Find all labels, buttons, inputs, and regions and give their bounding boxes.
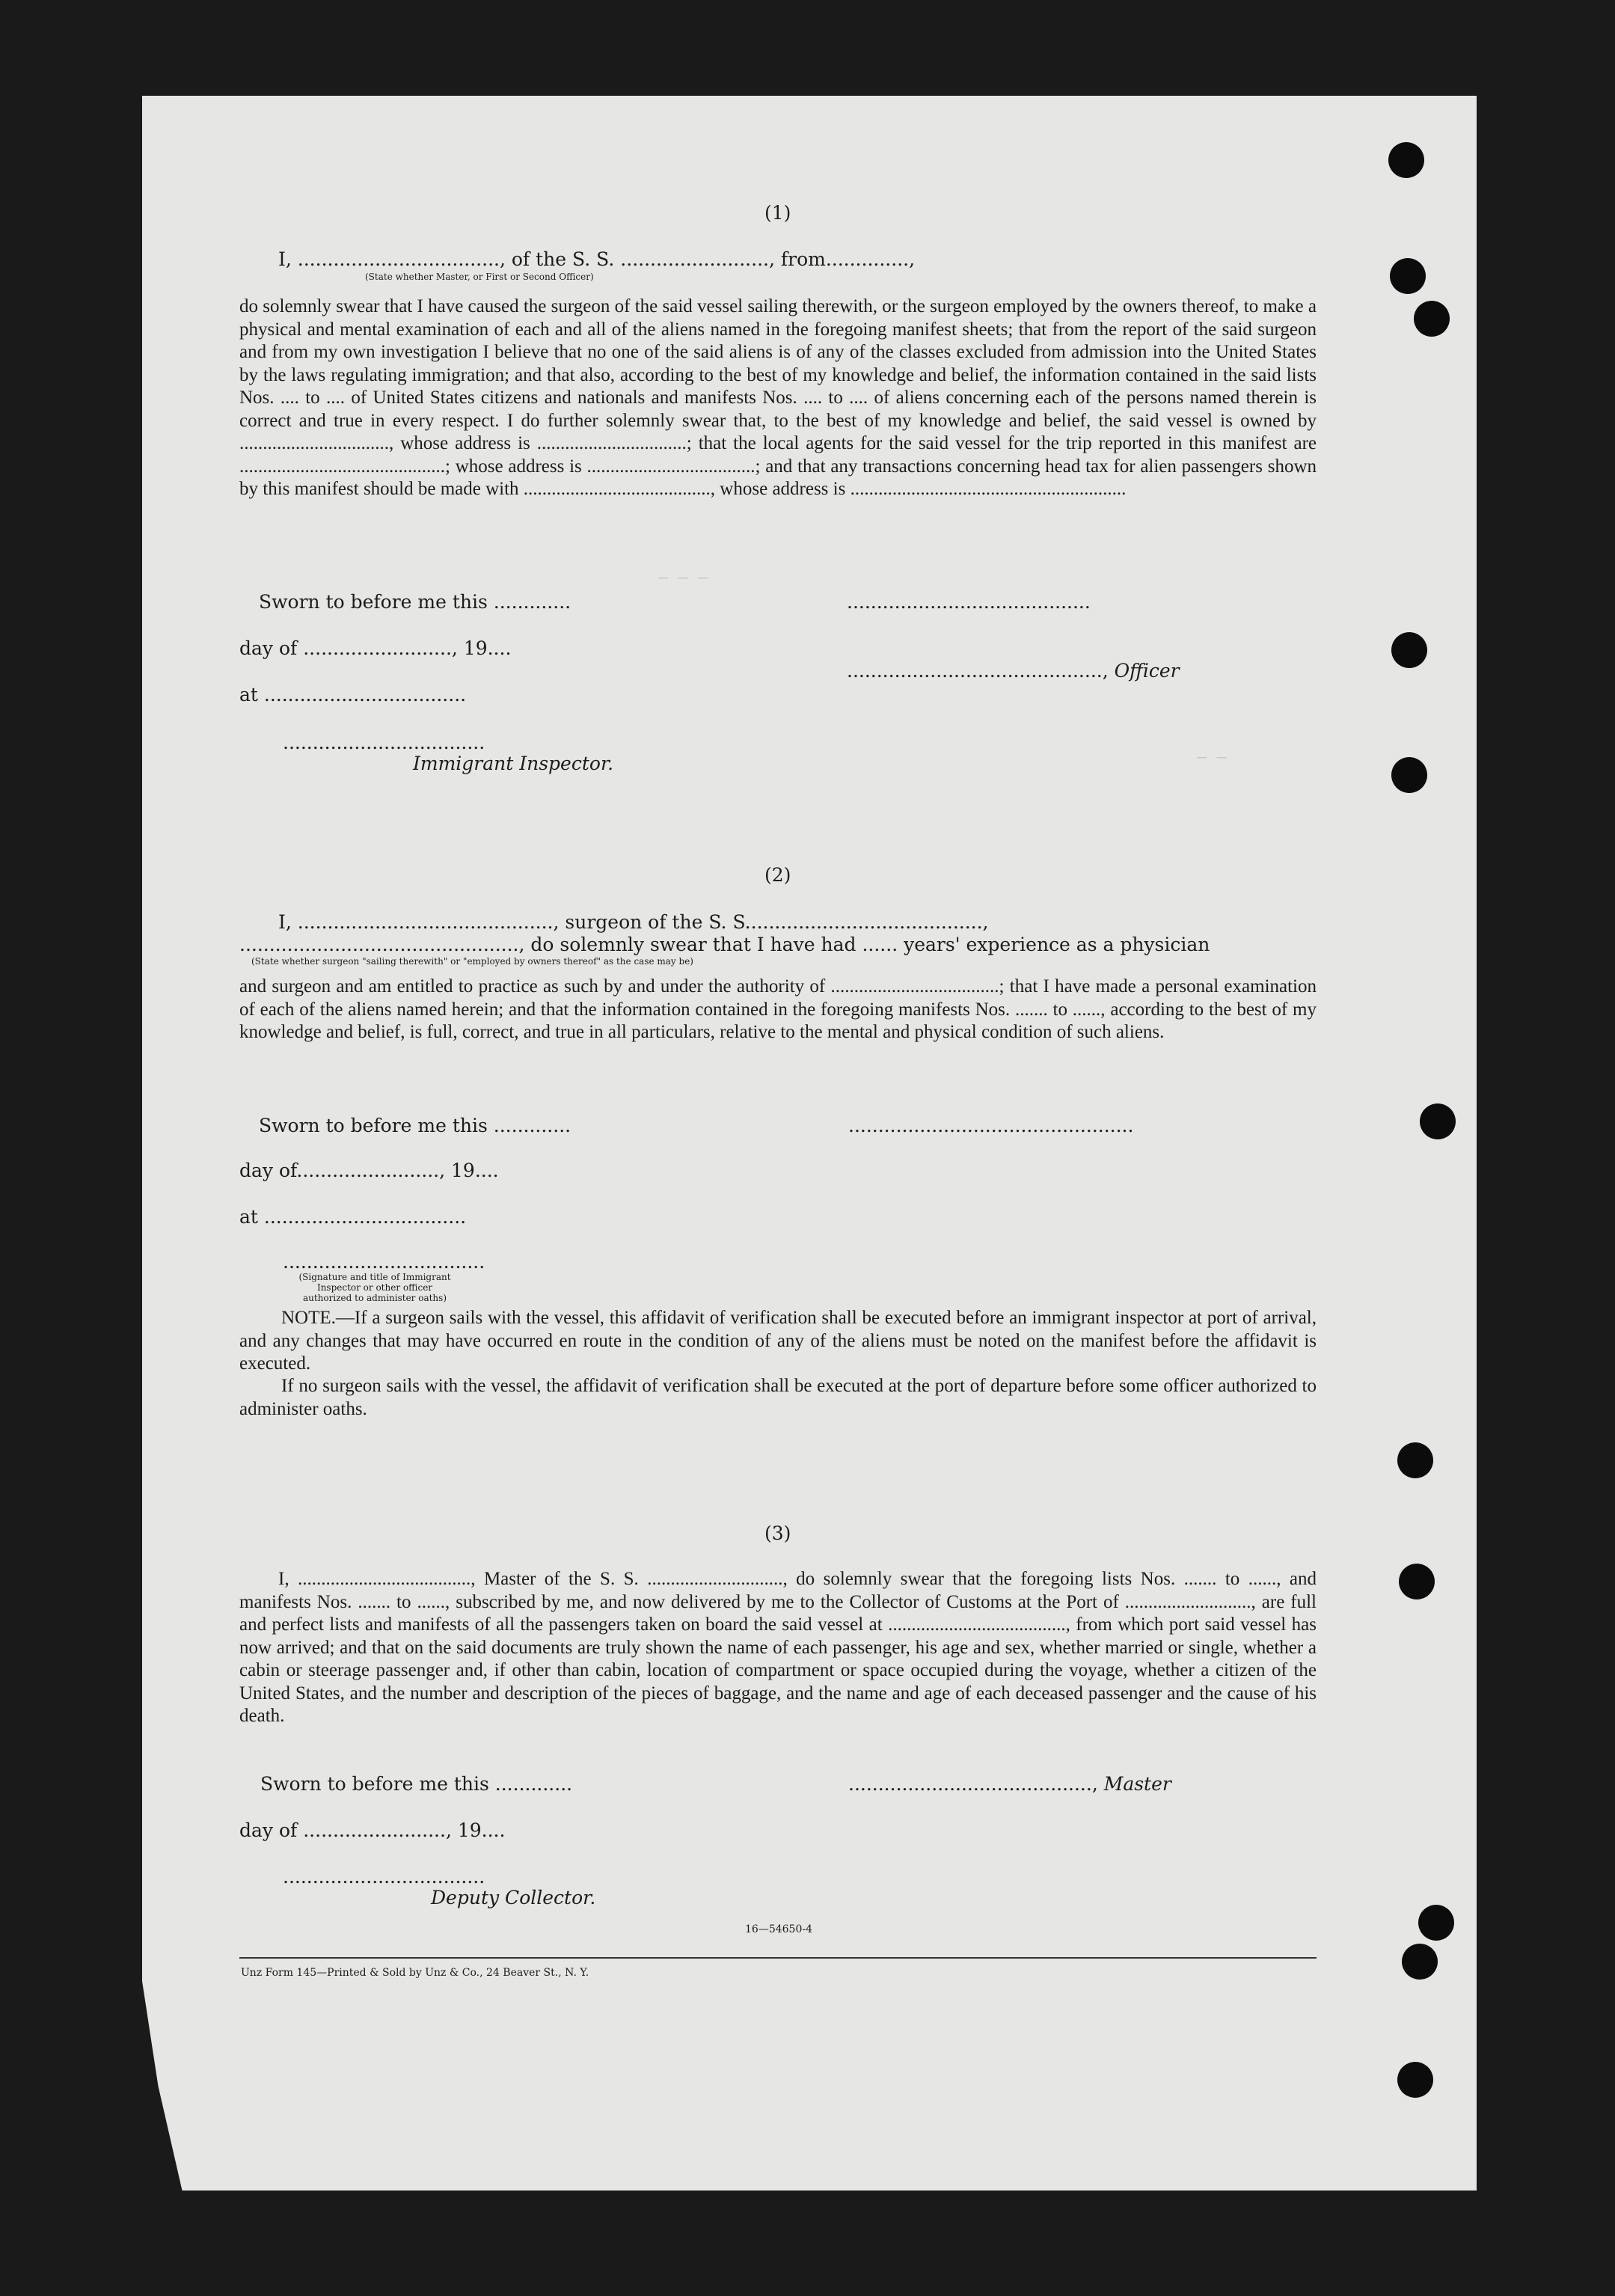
note-paragraph-2: If no surgeon sails with the vessel, the affidavit of verification shall be executed at the port of departure before some officer authorized to administer oaths. <box>239 1376 1317 1419</box>
signature-line: ................................................ <box>848 1115 1134 1136</box>
sworn-line: Sworn to before me this ............. <box>260 1773 573 1795</box>
blank: ..........................................., <box>847 660 1109 682</box>
pronoun: I, <box>278 911 292 933</box>
of-ss-label: , of the S. S. <box>499 248 615 270</box>
punch-hole <box>1391 757 1427 793</box>
punch-hole <box>1402 1944 1438 1980</box>
section-2-line-2 <box>239 934 1210 956</box>
punch-hole <box>1414 301 1450 337</box>
oath-text: , do solemnly swear that I have had ...... years' experience as a physician <box>518 934 1210 955</box>
at-line: at .................................. <box>239 1206 467 1228</box>
officer-label: Officer <box>1114 660 1180 682</box>
section-3-number: (3) <box>764 1522 791 1544</box>
punch-hole <box>1397 1442 1433 1478</box>
blank: ......................... <box>620 248 769 270</box>
blank: ......................................., <box>750 911 989 933</box>
officer-line <box>847 660 1180 682</box>
bleed-through-text: — — — <box>658 569 708 587</box>
blank: ........................................., <box>848 1773 1098 1795</box>
at-line: at .................................. <box>239 684 467 705</box>
deputy-collector-label: Deputy Collector. <box>431 1887 596 1908</box>
sworn-line: Sworn to before me this ............. <box>259 591 571 613</box>
punch-hole <box>1391 632 1427 668</box>
from-label: , from <box>768 248 826 270</box>
punch-hole <box>1399 1564 1435 1599</box>
section-3-paragraph: I, ....................................., Master of the S. S. ............................., do solemnly swear that the foregoing lists Nos. ....... to ......, and manifests Nos. ....... to ......, subscribed by me, and now delivered by me to the Collector of Customs at the Port of ..........................., are full and perfect lists and manifests of all the passengers taken on board the said vessel at ......................................, from which port said vessel has now arrived; and that on the said documents are truly shown the name of each passenger, his age and sex, whether married or single, whether a cabin or steerage passenger and, if other than cabin, location of compartment or space occupied during the voyage, whether a citizen of the United States, and the number and description of the pieces of baggage, and the name and age of each deceased passenger and the cause of his death. <box>239 1569 1317 1726</box>
sworn-line: Sworn to before me this ............. <box>259 1115 571 1136</box>
punch-hole <box>1418 1905 1454 1941</box>
blank: .............., <box>825 248 916 270</box>
day-line: day of ........................., 19.... <box>239 637 512 659</box>
signature-line: .................................. <box>283 1866 485 1888</box>
officer-note: (State whether Master, or First or Second Officer) <box>365 272 594 282</box>
form-number: 16—54650-4 <box>745 1923 812 1935</box>
punch-hole <box>1388 142 1424 178</box>
section-1-paragraph: do solemnly swear that I have caused the surgeon of the said vessel sailing therewith, or the surgeon employed by the owners thereof, to make a physical and mental examination of each and all of the aliens named in the foregoing manifest sheets; that from the report of the said surgeon and from my own investigation I believe that no one of the said aliens is of any of the classes excluded from admission into the United States by the laws regulating immigration; and that also, according to the best of my knowledge and belief, the information contained in the said lists Nos. .... to .... of United States citizens and nationals and manifests Nos. .... to .... of aliens concerning each of the persons named therein is correct and true in every respect. I do further solemnly swear that, to the best of my knowledge and belief, the said vessel is owned by ................................, whose address is ................................; that the local agents for the said vessel for the trip reported in this manifest are ............................................; whose address is ....................................; and that any transactions concerning head tax for alien passengers shown by this manifest should be made with ........................................, whose address is ........................................................... <box>239 296 1317 499</box>
day-line: day of ........................, 19.... <box>239 1819 506 1841</box>
master-line <box>848 1773 1171 1796</box>
surgeon-note: (State whether surgeon "sailing therewith" or "employed by owners thereof" as the case may be) <box>251 956 693 967</box>
blank: ........................................... <box>297 911 554 933</box>
section-1-line <box>278 248 915 271</box>
footer-rule <box>239 1957 1317 1959</box>
master-label: Master <box>1103 1773 1171 1795</box>
signature-note: (Signature and title of Immigrant Inspector or other officer authorized to administer oaths) <box>298 1272 451 1303</box>
signature-line: .................................. <box>283 1251 485 1273</box>
blank: .................................. <box>297 248 500 270</box>
surgeon-label: , surgeon of the S. S. <box>553 911 751 933</box>
signature-line: .................................. <box>283 732 485 753</box>
note-paragraph-1: NOTE.—If a surgeon sails with the vessel, this affidavit of verification shall be executed before an immigrant inspector at port of arrival, and any changes that may have occurred en route in the condition of any of the aliens must be noted on the manifest before the affidavit is executed. <box>239 1308 1317 1374</box>
printer-footer: Unz Form 145—Printed & Sold by Unz & Co., 24 Beaver St., N. Y. <box>241 1967 589 1979</box>
section-2-paragraph: and surgeon and am entitled to practice as such by and under the authority of ....................................; that I have made a personal examination of each of the aliens named herein; and that the information contained in the foregoing manifests Nos. ....... to ......, according to the best of my knowledge and belief, is full, correct, and true in all particulars, relative to the mental and physical condition of such aliens. <box>239 976 1317 1042</box>
punch-hole <box>1390 258 1426 294</box>
bleed-through-text: — — <box>1197 748 1227 767</box>
blank: ............................................... <box>239 934 519 955</box>
signature-line: ......................................... <box>847 591 1091 613</box>
section-2-line-1 <box>278 911 989 934</box>
section-1-number: (1) <box>764 202 791 224</box>
immigrant-inspector-label: Immigrant Inspector. <box>413 753 614 774</box>
day-line: day of........................, 19.... <box>239 1160 499 1181</box>
punch-hole <box>1420 1103 1456 1139</box>
pronoun: I, <box>278 248 292 270</box>
punch-hole <box>1397 2062 1433 2098</box>
section-2-number: (2) <box>764 864 791 886</box>
